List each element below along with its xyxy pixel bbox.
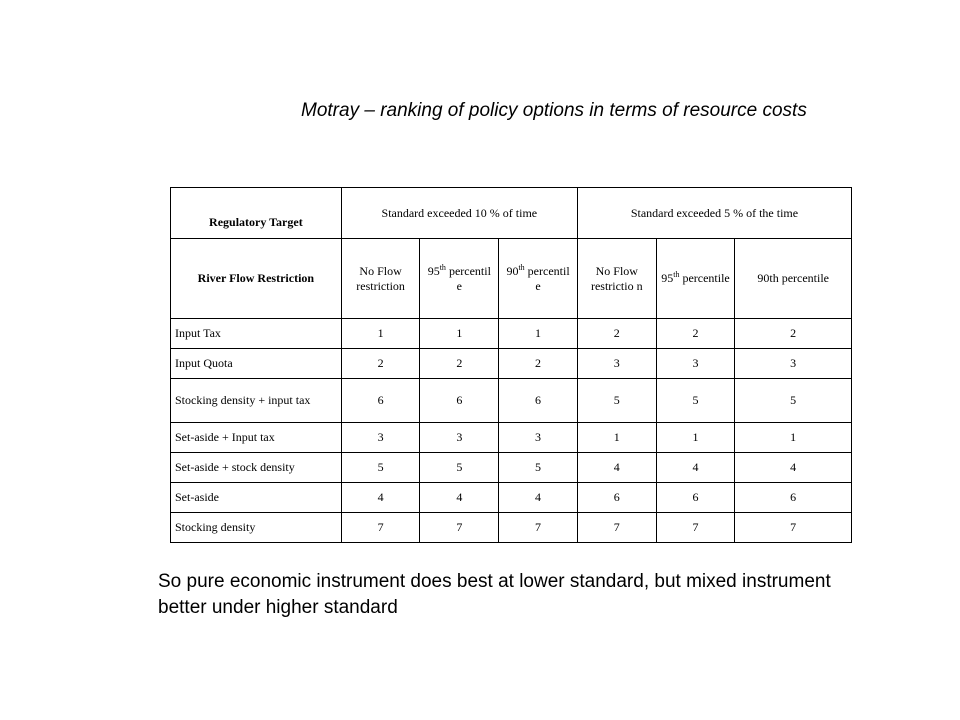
table-row <box>171 453 852 483</box>
rank-cell: 6 <box>499 379 578 423</box>
rank-cell: 5 <box>420 453 499 483</box>
header-row-targets <box>171 188 852 239</box>
rank-cell: 2 <box>499 349 578 379</box>
rank-cell: 4 <box>499 483 578 513</box>
col-header-95th-1 <box>420 239 499 319</box>
row-label: Set-aside + Input tax <box>171 423 342 453</box>
rank-cell: 6 <box>420 379 499 423</box>
rank-cell: 3 <box>656 349 735 379</box>
col-header-95th-2-sup: th <box>673 270 680 279</box>
regulatory-target-header: Regulatory Target <box>171 188 342 239</box>
rank-cell: 3 <box>577 349 656 379</box>
rank-cell: 7 <box>577 513 656 543</box>
rank-cell: 2 <box>341 349 420 379</box>
col-header-no-flow-2: No Flow restrictio n <box>577 239 656 319</box>
rank-cell: 1 <box>577 423 656 453</box>
table-row <box>171 319 852 349</box>
rank-cell: 3 <box>420 423 499 453</box>
table-row <box>171 349 852 379</box>
rank-cell: 5 <box>577 379 656 423</box>
row-label: Input Quota <box>171 349 342 379</box>
table-row <box>171 423 852 453</box>
rank-cell: 4 <box>420 483 499 513</box>
row-label: Set-aside <box>171 483 342 513</box>
slide-title: Motray – ranking of policy options in terms of resource costs <box>301 100 807 121</box>
col-header-95th-1-sup: th <box>439 262 446 272</box>
col-header-90th-1-num: 90 <box>506 263 519 278</box>
rank-cell: 7 <box>735 513 852 543</box>
rank-cell: 4 <box>341 483 420 513</box>
col-header-no-flow-1: No Flow restriction <box>341 239 420 319</box>
rank-cell: 4 <box>577 453 656 483</box>
col-header-90th-1 <box>499 239 578 319</box>
rank-cell: 6 <box>735 483 852 513</box>
row-label: Stocking density + input tax <box>171 379 342 423</box>
rank-cell: 5 <box>656 379 735 423</box>
rank-cell: 1 <box>656 423 735 453</box>
river-flow-restriction-header: River Flow Restriction <box>171 239 342 319</box>
header-row-restrictions <box>171 239 852 319</box>
slide-footnote: So pure economic instrument does best at lower standard, but mixed instrument better under higher standard <box>158 571 831 618</box>
rank-cell: 2 <box>735 319 852 349</box>
rank-cell: 4 <box>735 453 852 483</box>
col-header-90th-2: 90th percentile <box>735 239 852 319</box>
rank-cell: 6 <box>656 483 735 513</box>
rank-cell: 4 <box>656 453 735 483</box>
rank-cell: 3 <box>735 349 852 379</box>
table-row <box>171 513 852 543</box>
rank-cell: 2 <box>656 319 735 349</box>
row-label: Set-aside + stock density <box>171 453 342 483</box>
rank-cell: 5 <box>341 453 420 483</box>
rank-cell: 2 <box>577 319 656 349</box>
table-row <box>171 379 852 423</box>
rank-cell: 5 <box>735 379 852 423</box>
rank-cell: 1 <box>420 319 499 349</box>
rank-cell: 1 <box>735 423 852 453</box>
ranking-table <box>170 187 852 543</box>
col-header-90th-1-rest: percentil e <box>527 263 570 293</box>
rank-cell: 6 <box>341 379 420 423</box>
rank-cell: 3 <box>499 423 578 453</box>
rank-cell: 7 <box>656 513 735 543</box>
rank-cell: 1 <box>341 319 420 349</box>
row-label: Stocking density <box>171 513 342 543</box>
rank-cell: 7 <box>420 513 499 543</box>
group-header-10-percent: Standard exceeded 10 % of time <box>341 188 577 239</box>
col-header-90th-1-sup: th <box>518 262 525 272</box>
table-row <box>171 483 852 513</box>
rank-cell: 7 <box>341 513 420 543</box>
group-header-5-percent: Standard exceeded 5 % of the time <box>577 188 851 239</box>
col-header-95th-1-num: 95 <box>427 263 440 278</box>
row-label: Input Tax <box>171 319 342 349</box>
rank-cell: 5 <box>499 453 578 483</box>
rank-cell: 3 <box>341 423 420 453</box>
table-body <box>171 319 852 543</box>
col-header-95th-1-rest: percentil e <box>448 263 491 293</box>
rank-cell: 6 <box>577 483 656 513</box>
rank-cell: 1 <box>499 319 578 349</box>
col-header-95th-2-num: 95 <box>661 271 674 285</box>
rank-cell: 2 <box>420 349 499 379</box>
col-header-95th-2 <box>656 239 735 319</box>
rank-cell: 7 <box>499 513 578 543</box>
col-header-95th-2-rest: percentile <box>682 271 730 285</box>
